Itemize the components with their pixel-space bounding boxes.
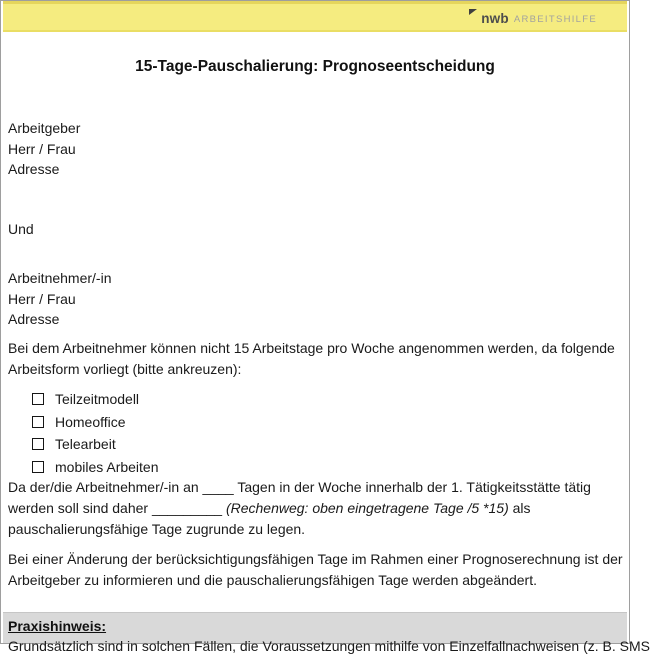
checkbox[interactable] (32, 393, 44, 405)
checkbox[interactable] (32, 438, 44, 450)
text-line: Bei dem Arbeitnehmer können nicht 15 Arbeitstage pro Woche angenommen werden, da folgende (8, 340, 615, 356)
checkbox-row (8, 456, 159, 479)
arbeitshilfe-label: ARBEITSHILFE (513, 13, 597, 25)
intro-paragraph (8, 338, 615, 379)
checkbox-label: mobiles Arbeiten (55, 458, 159, 475)
checkbox-row (8, 433, 159, 456)
arbeitshilfe-banner (3, 1, 627, 32)
work-form-checklist (8, 388, 159, 478)
italic-text-segment: (Rechenweg: oben eingetragene Tage /5 *15) (225, 499, 509, 516)
text-segment: Da der/die Arbeitnehmer/-in an ____ Tagen in der Woche innerhalb der 1. Tätigkeitsstätte tätig (8, 479, 591, 495)
text-line: Arbeitgeber zu informieren und die pauschalierungsfähigen Tage werden abgeändert. (8, 571, 537, 588)
nwb-flag-icon (469, 9, 477, 15)
employee-address-block (8, 268, 112, 330)
checkbox-label: Teilzeitmodell (55, 391, 140, 408)
checkbox-label: Telearbeit (55, 436, 116, 453)
praxishinweis-body-clipped: Grundsätzlich sind in solchen Fällen, die Voraussetzungen mithilfe von Einzelfallnachweisen (z. B. SMS (8, 638, 650, 654)
text-segment: pauschalierungsfähige Tage zugrunde zu legen. (8, 520, 306, 537)
checkbox-row (8, 411, 159, 434)
change-notice-paragraph (8, 549, 623, 590)
text-line (8, 519, 591, 540)
checkbox[interactable] (32, 461, 44, 473)
nwb-brand-text: nwb (481, 10, 509, 26)
employer-address-block (8, 118, 80, 180)
text-line: Arbeitgeber (8, 120, 81, 136)
text-segment: als (508, 499, 531, 516)
connector-text: Und (8, 221, 34, 237)
text-line (8, 498, 591, 519)
checkbox[interactable] (32, 416, 44, 428)
checkbox-row (8, 388, 159, 411)
praxishinweis-box (3, 612, 650, 654)
praxishinweis-heading: Praxishinweis: (8, 618, 107, 634)
text-line: Herr / Frau (8, 140, 76, 157)
text-line: Arbeitsform vorliegt (bitte ankreuzen): (8, 360, 242, 377)
text-line: Arbeitnehmer/-in (8, 270, 112, 286)
checkbox-label: Homeoffice (55, 413, 126, 430)
text-line: Herr / Frau (8, 290, 76, 307)
text-line: Bei einer Änderung der berücksichtigungsfähigen Tage im Rahmen einer Prognoserechnung ist der (8, 551, 623, 567)
text-line (8, 477, 591, 498)
calculation-paragraph (8, 477, 591, 539)
page-title: 15-Tage-Pauschalierung: Prognoseentscheidung (135, 58, 495, 75)
text-line: Adresse (8, 311, 60, 327)
text-segment: werden soll sind daher _________ (8, 499, 226, 516)
nwb-logo (469, 9, 597, 25)
text-line: Adresse (8, 161, 60, 177)
